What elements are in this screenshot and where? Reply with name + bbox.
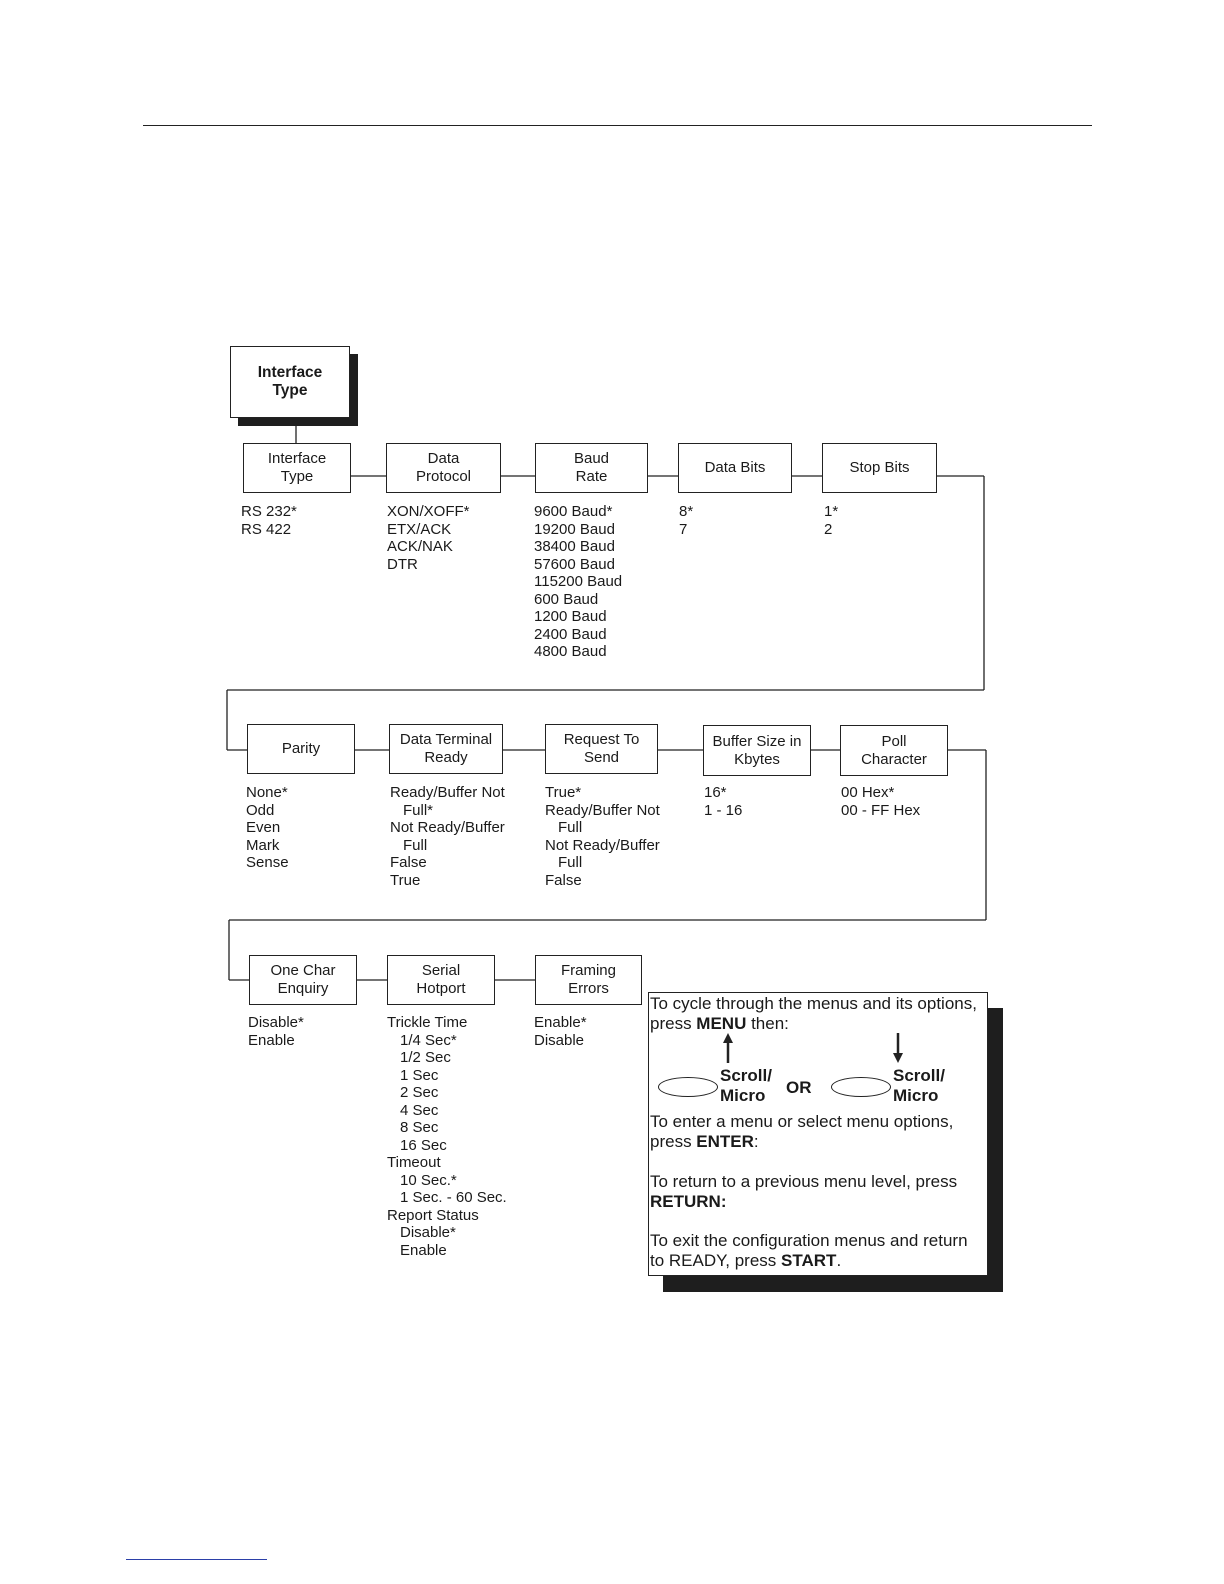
help-enter-text: To enter a menu or select menu options, press ENTER: — [650, 1112, 954, 1151]
option-item: RS 422 — [241, 520, 292, 538]
option-item: Disable — [534, 1031, 585, 1049]
help-panel — [648, 992, 988, 1276]
option-item: Not Ready/Buffer — [390, 819, 505, 836]
option-item: Trickle Time — [387, 1014, 468, 1031]
box-baud-rate[interactable]: Baud Rate — [535, 443, 648, 493]
option-item: ETX/ACK — [387, 520, 452, 538]
box-serial-hotport[interactable]: Serial Hotport — [387, 955, 495, 1005]
option-item: False — [390, 854, 427, 871]
option-item: Disable* — [400, 1224, 456, 1241]
box-framing-errors[interactable]: Framing Errors — [535, 955, 642, 1005]
option-item: Ready/Buffer Not — [545, 801, 660, 819]
header-box: Interface Type — [230, 346, 350, 418]
option-item: 7 — [679, 520, 688, 538]
box-data-terminal-ready[interactable]: Data Terminal Ready — [389, 724, 503, 774]
option-item: Even — [246, 819, 281, 836]
option-item: XON/XOFF* — [387, 503, 470, 520]
option-item: 8* — [679, 503, 694, 520]
option-item: Timeout — [387, 1154, 441, 1171]
footer-link-rule — [126, 1559, 267, 1560]
option-item: 57600 Baud — [534, 555, 615, 573]
help-return-text: To return to a previous menu level, press RETURN: — [650, 1172, 958, 1211]
option-item: 1200 Baud — [534, 608, 607, 625]
box-request-to-send[interactable]: Request To Send — [545, 724, 658, 774]
option-item: 38400 Baud — [534, 538, 615, 555]
option-item: Full — [403, 836, 428, 854]
option-item: 2400 Baud — [534, 625, 607, 643]
option-item: RS 232* — [241, 503, 297, 520]
option-item: 9600 Baud* — [534, 503, 613, 520]
box-one-char-enquiry[interactable]: One Char Enquiry — [249, 955, 357, 1005]
option-item: Mark — [246, 836, 280, 854]
option-item: Report Status — [387, 1206, 479, 1224]
option-item: 16 Sec — [400, 1136, 447, 1154]
scroll-up-key-oval[interactable] — [658, 1077, 718, 1097]
options-interface-type — [241, 503, 297, 538]
option-item: 4800 Baud — [534, 643, 607, 660]
box-data-bits[interactable]: Data Bits — [678, 443, 792, 493]
box-poll-character[interactable]: Poll Character — [840, 725, 948, 776]
option-item: Full* — [403, 801, 434, 819]
option-item: Odd — [246, 801, 275, 819]
box-data-protocol[interactable]: Data Protocol — [386, 443, 501, 493]
option-item: 2 Sec — [400, 1084, 439, 1101]
option-item: Enable — [400, 1241, 447, 1259]
option-item: 10 Sec.* — [400, 1171, 457, 1189]
scroll-down-key-label: Scroll/ Micro — [893, 1066, 945, 1105]
option-item: 1/4 Sec* — [400, 1031, 457, 1049]
option-item: 8 Sec — [400, 1119, 439, 1136]
option-item: True* — [545, 784, 582, 801]
arrow-up-icon — [721, 1033, 735, 1063]
option-item: False — [545, 871, 582, 889]
option-item: 00 Hex* — [841, 784, 895, 801]
option-item: Not Ready/Buffer — [545, 836, 660, 854]
scroll-down-key-oval[interactable] — [831, 1077, 891, 1097]
options-data-bits — [679, 503, 693, 538]
option-item: None* — [246, 784, 288, 801]
arrow-down-icon — [891, 1033, 905, 1063]
box-buffer-size[interactable]: Buffer Size in Kbytes — [703, 725, 811, 776]
option-item: Ready/Buffer Not — [390, 784, 505, 801]
box-stop-bits[interactable]: Stop Bits — [822, 443, 937, 493]
option-item: Enable* — [534, 1014, 587, 1031]
option-item: 2 — [824, 520, 833, 538]
options-data-protocol — [387, 503, 470, 573]
options-serial-hotport — [387, 1014, 507, 1259]
option-item: Enable — [248, 1031, 295, 1049]
options-poll-character — [841, 784, 920, 819]
option-item: Disable* — [248, 1014, 304, 1031]
option-item: 1 - 16 — [704, 801, 743, 819]
option-item: Full — [558, 854, 583, 871]
options-buffer-size — [704, 784, 742, 819]
box-parity[interactable]: Parity — [247, 724, 355, 774]
option-item: True — [390, 871, 421, 889]
option-item: 600 Baud — [534, 590, 599, 608]
options-baud-rate — [534, 503, 622, 661]
option-item: Full — [558, 819, 583, 836]
options-one-char-enquiry — [248, 1014, 304, 1049]
options-stop-bits — [824, 503, 838, 538]
option-item: 115200 Baud — [534, 573, 623, 590]
options-framing-errors — [534, 1014, 587, 1049]
option-item: Sense — [246, 854, 289, 871]
option-item: 16* — [704, 784, 727, 801]
option-item: 1/2 Sec — [400, 1049, 451, 1066]
option-item: ACK/NAK — [387, 538, 453, 555]
option-item: 1* — [824, 503, 839, 520]
options-parity — [246, 784, 289, 872]
options-data-terminal-ready — [390, 784, 505, 889]
option-item: 4 Sec — [400, 1101, 439, 1119]
option-item: 19200 Baud — [534, 520, 615, 538]
help-exit-text: To exit the configuration menus and return to READY, press START. — [650, 1231, 968, 1270]
box-interface-type[interactable]: Interface Type — [243, 443, 351, 493]
options-request-to-send — [545, 784, 660, 889]
option-item: 00 - FF Hex — [841, 801, 921, 819]
option-item: 1 Sec — [400, 1066, 439, 1084]
or-label: OR — [786, 1078, 812, 1097]
option-item: DTR — [387, 555, 418, 573]
option-item: 1 Sec. - 60 Sec. — [400, 1189, 507, 1206]
help-cycle-text: To cycle through the menus and its options, press MENU then: — [650, 994, 977, 1033]
scroll-up-key-label: Scroll/ Micro — [720, 1066, 772, 1105]
